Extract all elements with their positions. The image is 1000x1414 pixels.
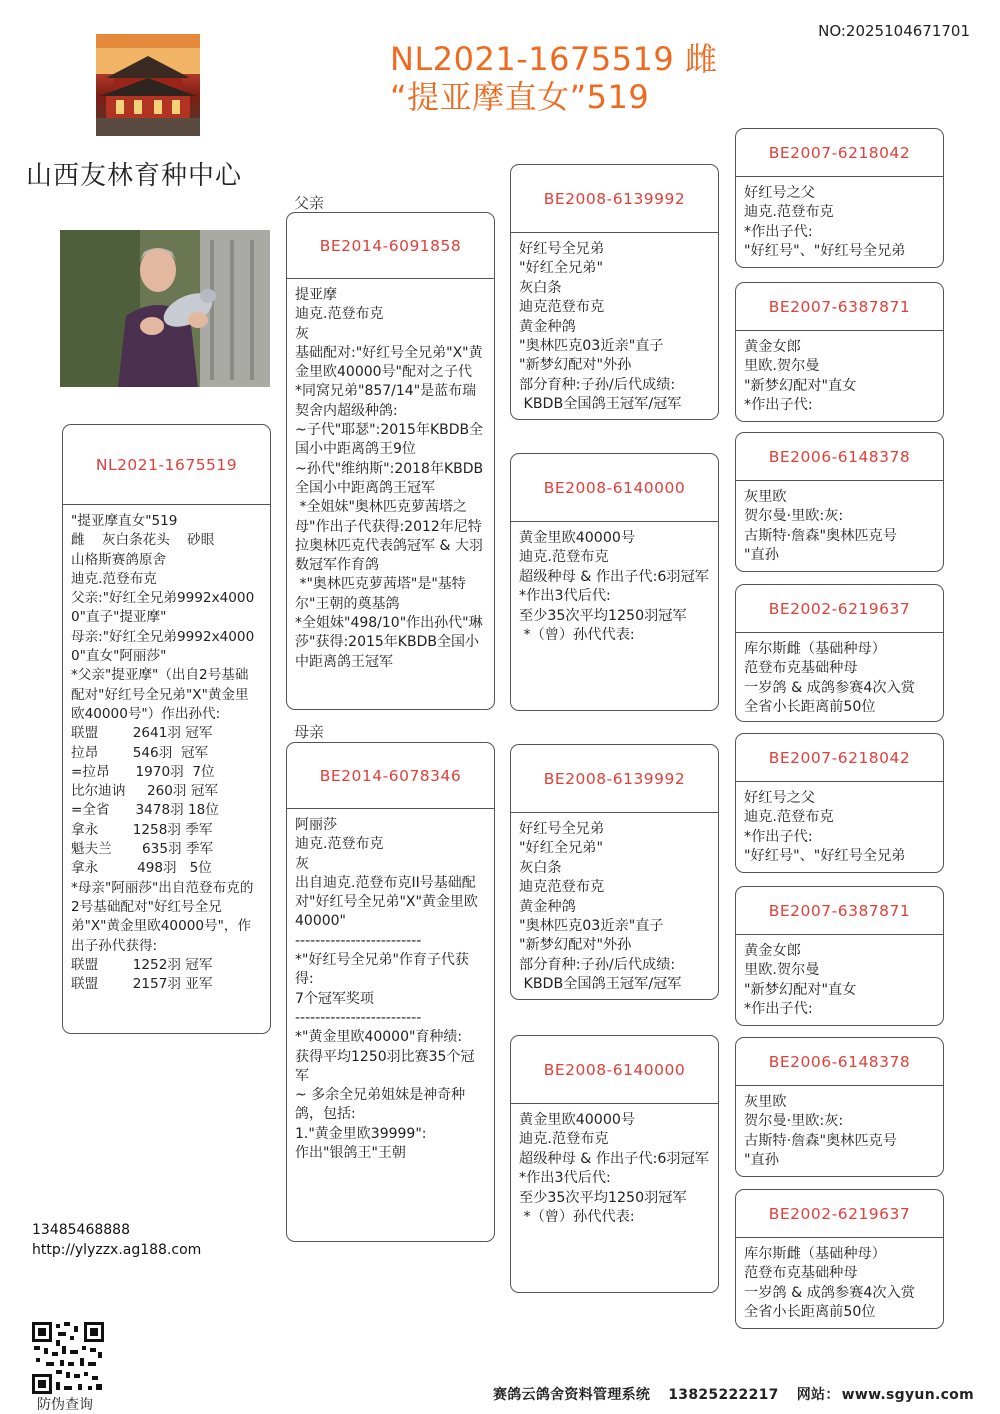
great-grandparent-card: [735, 733, 944, 873]
great-grandparent-description: 黄金女郎 里欧.贺尔曼 "新梦幻配对"直女 *作出子代:: [744, 943, 857, 1018]
dam-dam-card: [510, 1035, 719, 1293]
breeder-photo: [60, 230, 270, 387]
title-ring-line: NL2021-1675519 雌: [390, 40, 718, 78]
dam-card: [286, 742, 495, 1242]
qr-code[interactable]: [32, 1322, 104, 1394]
footer-phone: 13825222217: [668, 1387, 779, 1403]
dam-sire-card: [510, 744, 719, 1000]
pigeon-title: [390, 40, 717, 116]
subject-pigeon-card: [62, 424, 271, 1034]
mother-section-label: 母亲: [294, 723, 325, 741]
footer-system-name: 赛鸽云鸽舍资料管理系统: [492, 1387, 651, 1403]
sire-card: [286, 212, 495, 710]
great-grandparent-description: 好红号之父 迪克.范登布克 *作出子代: "好红号"、"好红号全兄弟: [744, 185, 906, 260]
document-number: NO:2025104671701: [818, 22, 970, 40]
dam-sire-ring-number: BE2008-6139992: [511, 745, 718, 813]
great-grandparent-card: [735, 128, 944, 268]
contact-url[interactable]: http://ylyzzx.ag188.com: [32, 1242, 202, 1258]
great-grandparent-card: [735, 1189, 944, 1329]
qr-label: 防伪查询: [37, 1397, 93, 1413]
footer: [493, 1384, 974, 1404]
dam-ring-number: BE2014-6078346: [287, 743, 494, 809]
great-grandparent-ring-number: BE2002-6219637: [736, 1190, 943, 1238]
great-grandparent-ring-number: BE2006-6148378: [736, 1038, 943, 1086]
sire-sire-description: 好红号全兄弟 "好红全兄弟" 灰白条 迪克范登布克 黄金种鸽 "奥林匹克03近亲"直子 "新梦幻配对"外孙 部分育种:子孙/后代成绩: KBDB全国鸽王冠军/冠军: [519, 241, 682, 413]
great-grandparent-card: [735, 584, 944, 722]
great-grandparent-card: [735, 432, 944, 572]
great-grandparent-ring-number: BE2007-6387871: [736, 887, 943, 935]
sire-sire-card: [510, 164, 719, 420]
great-grandparent-description: 黄金女郎 里欧.贺尔曼 "新梦幻配对"直女 *作出子代:: [744, 339, 857, 414]
sire-dam-card: [510, 453, 719, 711]
great-grandparent-description: 好红号之父 迪克.范登布克 *作出子代: "好红号"、"好红号全兄弟: [744, 790, 906, 865]
sire-sire-ring-number: BE2008-6139992: [511, 165, 718, 233]
breeder-holding-pigeon-image-icon: [60, 230, 270, 387]
dam-dam-description: 黄金里欧40000号 迪克.范登布克 超级种母 & 作出子代:6羽冠军 *作出3代后代: 至少35次平均1250羽冠军 *（曾）孙代代表:: [519, 1112, 709, 1226]
sire-ring-number: BE2014-6091858: [287, 213, 494, 279]
great-grandparent-ring-number: BE2007-6218042: [736, 129, 943, 177]
great-grandparent-description: 灰里欧 贺尔曼·里欧:灰: 古斯特·詹森"奥林匹克号 "直孙: [744, 1094, 897, 1169]
great-grandparent-ring-number: BE2002-6219637: [736, 585, 943, 633]
subject-ring-number: NL2021-1675519: [63, 425, 270, 505]
great-grandparent-description: 灰里欧 贺尔曼·里欧:灰: 古斯特·詹森"奥林匹克号 "直孙: [744, 489, 897, 564]
sire-description: 提亚摩 迪克.范登布克 灰 基础配对:"好红号全兄弟"X"黄金里欧40000号"配对之子代 *同窝兄弟"857/14"是蓝布瑞契舍内超级种鸽: ~子代"耶瑟":2015年KBDB全国小中距离鸽王9位 ~孙代"维纳斯":2018年KBDB全国小中距离鸽王冠军 *全姐妹"奥林匹克萝茜塔之母"作出子代获得:2012年尼特拉奥林匹克代表鸽冠军 & 大羽数冠军作育鸽 *"奥林匹克萝茜塔"是"基特尔"王朝的奠基鸽 *全姐妹"498/10"作出孙代"琳莎"获得:2015年KBDB全国小中距离鸽王冠军: [295, 287, 484, 670]
qr-code-icon: [32, 1322, 104, 1394]
dam-sire-description: 好红号全兄弟 "好红全兄弟" 灰白条 迪克范登布克 黄金种鸽 "奥林匹克03近亲"直子 "新梦幻配对"外孙 部分育种:子孙/后代成绩: KBDB全国鸽王冠军/冠军: [519, 821, 682, 993]
dam-dam-ring-number: BE2008-6140000: [511, 1036, 718, 1104]
great-grandparent-ring-number: BE2007-6218042: [736, 734, 943, 782]
great-grandparent-card: [735, 886, 944, 1026]
sire-dam-description: 黄金里欧40000号 迪克.范登布克 超级种母 & 作出子代:6羽冠军 *作出3代后代: 至少35次平均1250羽冠军 *（曾）孙代代表:: [519, 530, 709, 644]
father-section-label: 父亲: [294, 194, 325, 212]
title-name-line: “提亚摩直女”519: [390, 78, 650, 116]
great-grandparent-description: 库尔斯雌（基础种母） 范登布克基础种母 一岁鸽 & 成鸽参赛4次入赏 全省小长距离前50位: [744, 1246, 915, 1321]
great-grandparent-description: 库尔斯雌（基础种母） 范登布克基础种母 一岁鸽 & 成鸽参赛4次入赏 全省小长距离前50位: [744, 641, 915, 716]
footer-site-label: 网站：: [796, 1387, 840, 1403]
great-grandparent-card: [735, 282, 944, 422]
sire-dam-ring-number: BE2008-6140000: [511, 454, 718, 522]
loft-photo: [96, 34, 200, 136]
pagoda-image-icon: [96, 34, 200, 136]
great-grandparent-card: [735, 1037, 944, 1177]
footer-site-url[interactable]: www.sgyun.com: [841, 1387, 974, 1403]
great-grandparent-ring-number: BE2006-6148378: [736, 433, 943, 481]
dam-description: 阿丽莎 迪克.范登布克 灰 出自迪克.范登布克II号基础配对"好红号全兄弟"X"黄金里欧40000" ------------------------- *"好红号全兄弟"作育子代获得: 7个冠军奖项 ------------------------- *"黄金里欧40000"育种绩: 获得平均1250羽比赛35个冠军 ~ 多余全兄弟姐妹是神奇种鸽，包括: 1."黄金里欧39999": 作出"银鸽王"王朝: [295, 817, 478, 1162]
loft-name: 山西友林育种中心: [26, 161, 243, 191]
great-grandparent-ring-number: BE2007-6387871: [736, 283, 943, 331]
subject-description: "提亚摩直女"519 雌 灰白条花头 砂眼 山格斯赛鸽原舍 迪克.范登布克 父亲:"好红全兄弟9992x40000"直子"提亚摩" 母亲:"好红全兄弟9992x40000"直女"阿丽莎" *父亲"提亚摩"（出自2号基础配对"好红号全兄弟"X"黄金里欧40000号"）作出孙代: 联盟 2641羽 冠军 拉昂 546羽 冠军 =拉昂 1970羽 7位 比尔迪讷 260羽 冠军 =全省 3478羽 18位 拿永 1258羽 季军 魁夫兰 635羽 季军 拿永 498羽 5位 *母亲"阿丽莎"出自范登布克的2号基础配对"好红号全兄弟"X"黄金里欧40000号"，作出子孙代获得: 联盟 1252羽 冠军 联盟 2157羽 亚军: [71, 513, 255, 993]
contact-phone: 13485468888: [32, 1222, 130, 1238]
